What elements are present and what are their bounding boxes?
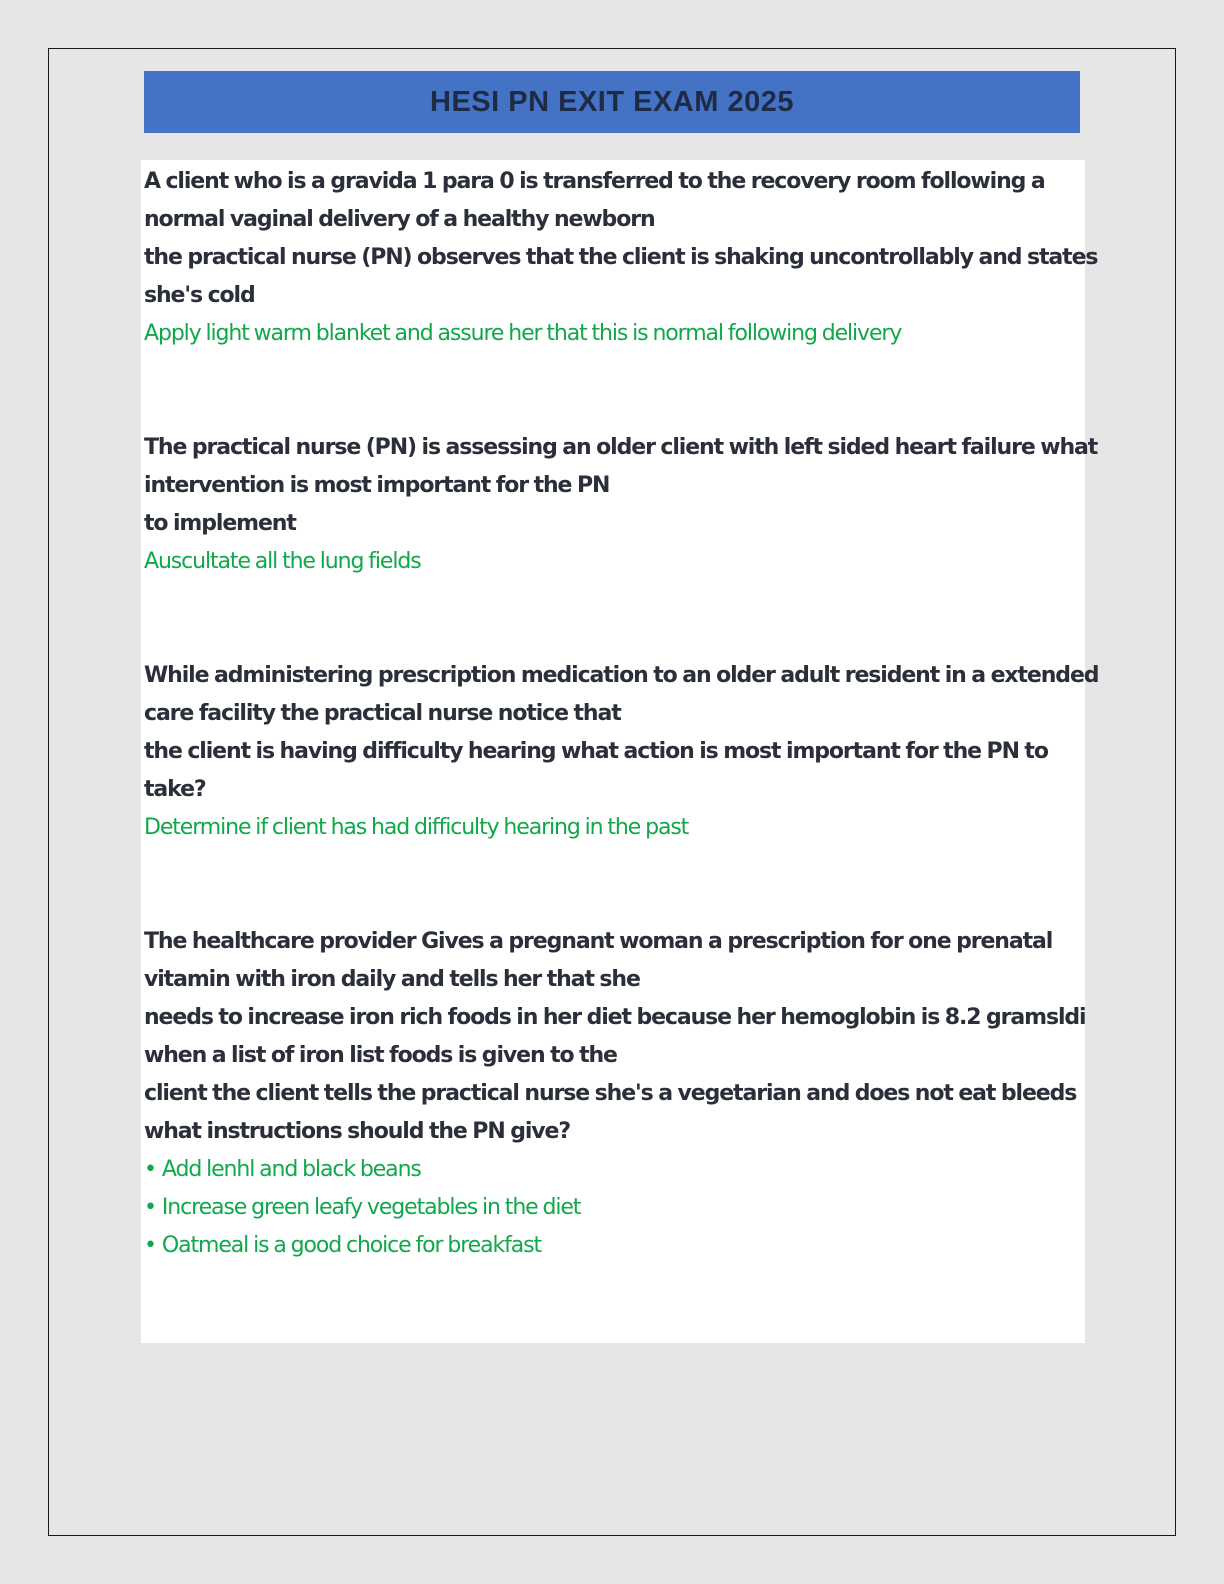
answer-text: Apply light warm blanket and assure her that this is normal following delivery [144,321,902,346]
bullet-icon: • [144,1233,156,1258]
question-text: While administering prescription medication to an older adult resident in a extended [144,663,1099,688]
question-text: The healthcare provider Gives a pregnant woman a prescription for one prenatal [144,929,1053,954]
question-text: the practical nurse (PN) observes that the client is shaking uncontrollably and states [144,245,1098,270]
question-text: vitamin with iron daily and tells her that she [144,967,640,992]
question-text: The practical nurse (PN) is assessing an older client with left sided heart failure what [144,435,1098,460]
question-text: to implement [144,511,296,536]
question-text: care facility the practical nurse notice that [144,701,621,726]
question-text: normal vaginal delivery of a healthy newborn [144,207,655,232]
answer-list-item [144,1151,1084,1189]
answer-text: Determine if client has had difficulty hearing in the past [144,815,689,840]
question-text: what instructions should the PN give? [144,1119,571,1144]
question-text: A client who is a gravida 1 para 0 is transferred to the recovery room following a [144,169,1045,194]
question-text: intervention is most important for the PN [144,473,610,498]
bullet-icon: • [144,1195,156,1220]
question-text: she's cold [144,283,255,308]
question-item [144,163,1098,353]
question-text: the client is having difficulty hearing what action is most important for the PN to [144,739,1048,764]
question-text: client the client tells the practical nurse she's a vegetarian and does not eat bleeds [144,1081,1077,1106]
answer-text: Add lenhl and black beans [161,1157,421,1182]
question-item [144,923,1084,1265]
question-text: take? [144,777,206,802]
answer-text: Increase green leafy vegetables in the diet [161,1195,581,1220]
document-title: HESI PN EXIT EXAM 2025 [430,85,794,118]
answer-list-item [144,1227,1084,1265]
question-item [144,429,1098,581]
question-text: when a list of iron list foods is given to the [144,1043,617,1068]
answer-text: Auscultate all the lung fields [144,549,421,574]
question-list [144,163,1099,1341]
answer-list-item [144,1189,1084,1227]
answer-text: Oatmeal is a good choice for breakfast [161,1233,542,1258]
question-text: needs to increase iron rich foods in her diet because her hemoglobin is 8.2 gramsldi [144,1005,1086,1030]
question-item [144,657,1099,847]
bullet-icon: • [144,1157,156,1182]
title-banner [144,71,1080,133]
